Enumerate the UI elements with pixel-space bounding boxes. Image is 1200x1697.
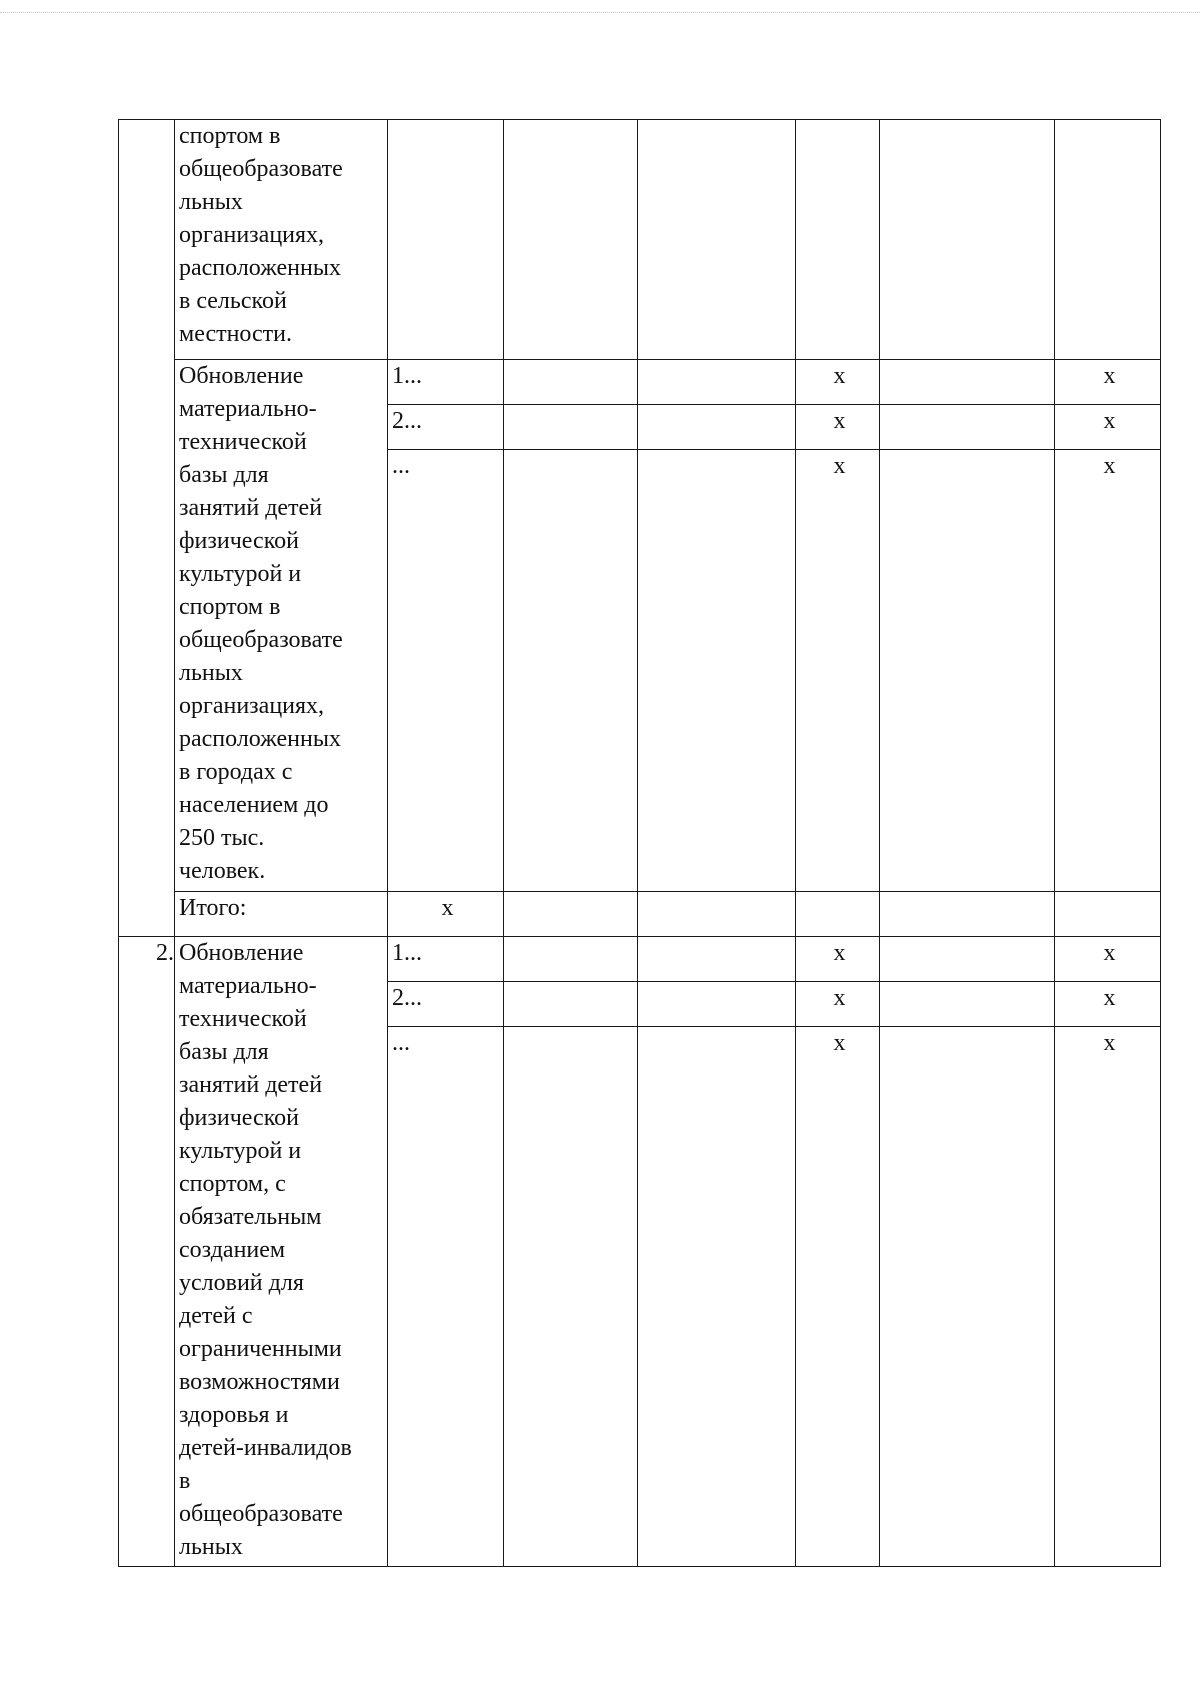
activity-cell xyxy=(175,120,388,360)
table-cell xyxy=(796,120,880,360)
table-cell xyxy=(796,892,880,937)
scan-edge-line xyxy=(0,12,1200,14)
activity-text: Обновление материально- технической базы для занятий детей физической культурой и спортом в общеобразовате льных организациях, расположенных в городах с населением до 250 тыс. человек. xyxy=(179,363,343,884)
table-cell xyxy=(880,405,1055,450)
mark-cell: x xyxy=(1055,450,1161,892)
mark-cell: x xyxy=(796,982,880,1027)
mark-cell: x xyxy=(796,937,880,982)
mark-cell: x xyxy=(796,360,880,405)
total-row xyxy=(119,892,1161,937)
mark-cell: x xyxy=(1055,360,1161,405)
mark-cell: x xyxy=(1055,937,1161,982)
table-cell xyxy=(1055,892,1161,937)
table-row xyxy=(119,360,1161,405)
table-cell xyxy=(638,405,796,450)
table-cell xyxy=(504,450,638,892)
row-number-cell: 2. xyxy=(119,937,175,1567)
activity-cell xyxy=(175,937,388,1567)
table-cell xyxy=(880,982,1055,1027)
activity-text: спортом в общеобразовате льных организациях, расположенных в сельской местности. xyxy=(179,123,343,347)
table-cell xyxy=(638,120,796,360)
table-cell xyxy=(504,120,638,360)
row-number-cell xyxy=(119,120,175,937)
table-cell xyxy=(880,892,1055,937)
mark-cell: x xyxy=(1055,405,1161,450)
mark-cell: x xyxy=(796,405,880,450)
mark-cell: x xyxy=(388,892,504,937)
table-cell xyxy=(638,937,796,982)
table-cell xyxy=(638,360,796,405)
mark-cell: x xyxy=(1055,1027,1161,1567)
table-cell xyxy=(504,937,638,982)
data-table xyxy=(118,119,1161,1567)
table-row xyxy=(119,120,1161,360)
table-cell xyxy=(638,892,796,937)
object-cell: 2... xyxy=(388,982,504,1027)
table-cell xyxy=(1055,120,1161,360)
activity-text: Обновление материально- технической базы для занятий детей физической культурой и спортом, с обязательным созданием условий для детей с ограниченными возможностями здоровья и детей-инвалидов в общеобразовате льных xyxy=(179,940,352,1560)
mark-cell: x xyxy=(796,450,880,892)
table-cell xyxy=(388,120,504,360)
object-cell: 1... xyxy=(388,937,504,982)
table-cell xyxy=(638,982,796,1027)
table-cell xyxy=(880,937,1055,982)
total-label: Итого: xyxy=(175,892,388,937)
table-row xyxy=(119,937,1161,982)
table-cell xyxy=(638,450,796,892)
table-cell xyxy=(880,120,1055,360)
table-cell xyxy=(880,360,1055,405)
table-cell xyxy=(504,982,638,1027)
object-cell: 2... xyxy=(388,405,504,450)
object-cell: ... xyxy=(388,1027,504,1567)
table-cell xyxy=(504,360,638,405)
activity-cell xyxy=(175,360,388,892)
table-cell xyxy=(880,1027,1055,1567)
mark-cell: x xyxy=(1055,982,1161,1027)
table-cell xyxy=(880,450,1055,892)
mark-cell: x xyxy=(796,1027,880,1567)
table-cell xyxy=(504,405,638,450)
object-cell: 1... xyxy=(388,360,504,405)
table-cell xyxy=(504,892,638,937)
table-cell xyxy=(504,1027,638,1567)
table-cell xyxy=(638,1027,796,1567)
object-cell: ... xyxy=(388,450,504,892)
